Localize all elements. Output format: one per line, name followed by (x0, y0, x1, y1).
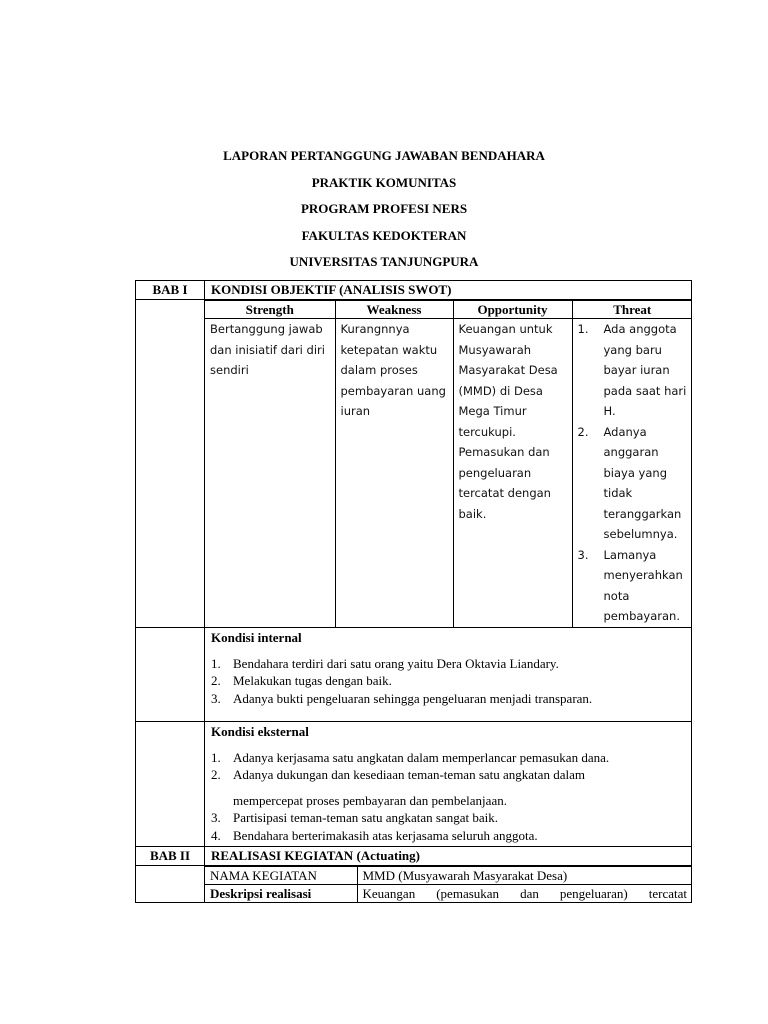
bab1-title: KONDISI OBJEKTIF (ANALISIS SWOT) (205, 281, 692, 300)
bab2-empty-cell (136, 865, 205, 902)
realisasi-row (205, 866, 692, 884)
threat-text: Ada anggota yang baru bayar iuran pada saat hari H. (603, 322, 687, 418)
threat-item (578, 545, 688, 627)
threat-item (578, 319, 688, 422)
external-title: Kondisi eksternal (211, 723, 309, 739)
swot-weakness-text: Kurangnnya ketepatan waktu dalam proses pembayaran uang iuran (335, 319, 453, 627)
bab2-title-row (136, 846, 692, 865)
bab2-label: BAB II (136, 846, 205, 865)
external-row (136, 721, 692, 846)
header-line-1: LAPORAN PERTANGGUNG JAWABAN BENDAHARA (223, 148, 545, 163)
threat-text: Adanya anggaran biaya yang tidak teranggarkan sebelumnya. (603, 424, 682, 541)
threat-number: 1. (577, 322, 589, 336)
bab2-title: REALISASI KEGIATAN (Actuating) (205, 846, 692, 865)
swot-opportunity-text: Keuangan untuk Musyawarah Masyarakat Desa (MMD) di Desa Mega Timur tercukupi. Pemasukan dan pengeluaran tercatat dengan baik. (453, 319, 572, 627)
realisasi-label: Deskripsi realisasi (205, 884, 357, 902)
bab1-label: BAB I (136, 281, 205, 300)
internal-item (211, 672, 685, 690)
swot-header-threat: Threat (572, 301, 692, 319)
swot-header-strength: Strength (205, 301, 335, 319)
swot-body-row (205, 319, 692, 627)
threat-text: Lamanya menyerahkan nota pembayaran. (603, 547, 683, 623)
header-line-4: FAKULTAS KEDOKTERAN (301, 227, 467, 243)
swot-row (136, 300, 692, 628)
realisasi-value: Keuangan (pemasukan dan pengeluaran) tercatat (357, 884, 692, 902)
external-item-text: Adanya dukungan dan kesediaan teman-teman satu angkatan dalam (233, 767, 585, 782)
internal-item-text: Melakukan tugas dengan baik. (233, 673, 392, 688)
threat-number: 3. (577, 547, 589, 562)
internal-item-text: Bendahara terdiri dari satu orang yaitu Dera Oktavia Liandary. (233, 655, 559, 671)
threat-item (578, 422, 688, 545)
internal-empty-cell (136, 627, 205, 721)
internal-item-number: 1. (211, 655, 221, 671)
header-line-5: UNIVERSITAS TANJUNGPURA (289, 254, 479, 269)
internal-item-text: Adanya bukti pengeluaran sehingga pengeluaran menjadi transparan. (233, 690, 593, 706)
swot-threat-cell (572, 319, 692, 627)
realisasi-label: NAMA KEGIATAN (205, 866, 357, 884)
swot-header-weakness: Weakness (335, 301, 453, 319)
external-item-text: Bendahara berterimakasih atas kerjasama seluruh anggota. (233, 827, 538, 843)
internal-row (136, 627, 692, 721)
bab1-empty-cell (136, 300, 205, 628)
external-empty-cell (136, 721, 205, 846)
external-cell (205, 721, 692, 846)
external-item-number: 2. (211, 767, 221, 782)
external-item (211, 809, 685, 827)
realisasi-value: MMD (Musyawarah Masyarakat Desa) (357, 866, 692, 884)
external-item-text: Adanya kerjasama satu angkatan dalam memperlancar pemasukan dana. (233, 749, 610, 765)
header-line-2: PRAKTIK KOMUNITAS (311, 174, 457, 190)
internal-item (211, 690, 685, 708)
swot-header-opportunity: Opportunity (453, 301, 572, 319)
external-list (211, 749, 685, 845)
internal-cell (205, 627, 692, 721)
bab2-detail-cell (205, 865, 692, 902)
external-item-continuation: mempercepat proses pembayaran dan pembelanjaan. (233, 792, 507, 808)
threat-number: 2. (577, 424, 589, 439)
external-item-number: 3. (211, 810, 221, 825)
swot-header-row (205, 301, 692, 319)
external-item-number: 4. (211, 827, 221, 843)
header-line-3: PROGRAM PROFESI NERS (300, 201, 468, 216)
swot-table (205, 300, 692, 627)
report-table (135, 280, 692, 903)
internal-item (211, 655, 685, 673)
external-item-number: 1. (211, 749, 221, 765)
document-header (0, 146, 768, 279)
external-item (211, 827, 685, 845)
external-item (211, 749, 685, 767)
bab1-title-row (136, 281, 692, 300)
external-item-text: Partisipasi teman-teman satu angkatan sangat baik. (233, 810, 498, 825)
internal-item-number: 2. (211, 673, 221, 688)
realisasi-row (205, 884, 692, 902)
realisasi-table (205, 866, 692, 902)
bab2-detail-row (136, 865, 692, 902)
swot-strength-text: Bertanggung jawab dan inisiatif dari diri sendiri (205, 319, 335, 627)
internal-item-number: 3. (211, 690, 221, 706)
internal-title: Kondisi internal (211, 629, 302, 645)
swot-cell (205, 300, 692, 628)
external-item (211, 766, 685, 784)
internal-list (211, 655, 685, 708)
